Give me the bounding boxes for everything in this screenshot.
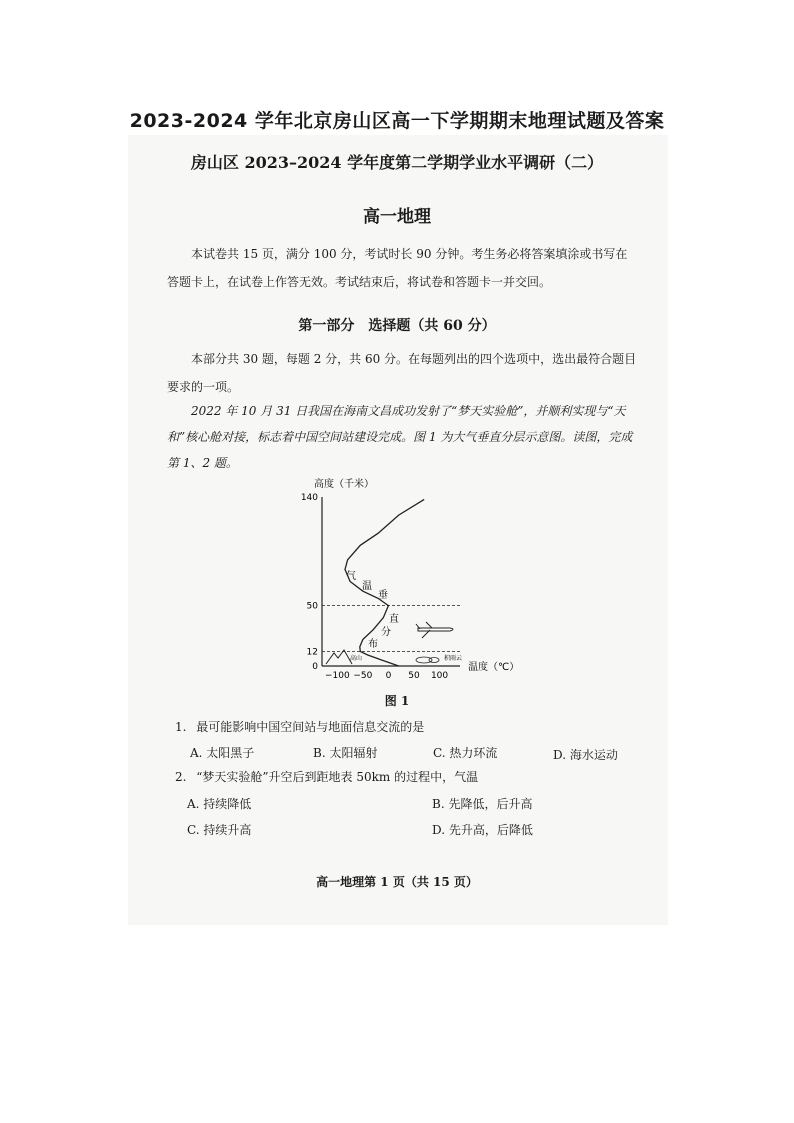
instructions-paragraph: 本试卷共 15 页，满分 100 分，考试时长 90 分钟。考生务必将答案填涂或书写在答题卡上，在试卷上作答无效。考试结束后，将试卷和答题卡一并交回。 [167,247,628,289]
y-tick-label: 140 [300,493,318,503]
subject-title: 高一地理 [363,207,431,227]
y-tick-label: 50 [306,601,318,612]
x-tick-label: −100 [324,671,350,681]
question-text: 最可能影响中国空间站与地面信息交流的是 [196,720,425,734]
q1-option-c[interactable]: C. 热力环流 [433,746,498,760]
q2-option-d[interactable]: D. 先升高，后降低 [432,823,533,837]
y-tick-label: 0 [312,662,318,672]
exam-subtitle: 房山区 2023–2024 学年度第二学期学业水平调研（二） [190,153,604,172]
curve-label-char: 气 [346,571,356,582]
curve-label-char: 垂 [378,590,388,601]
mountain-label: 高山 [350,655,363,662]
x-tick-label: 100 [430,671,449,681]
x-tick-label: −50 [353,671,373,681]
curve-label-char: 温 [362,581,372,592]
cumulonimbus-cloud-icon [416,657,439,663]
question-2 [175,768,478,785]
x-tick-label: 50 [408,671,420,681]
page-footer: 高一地理第 1 页（共 15 页） [316,875,478,889]
q2-option-b[interactable]: B. 先降低，后升高 [432,797,533,811]
question-text: “梦天实验舱”升空后到距地表 50km 的过程中，气温 [196,770,479,784]
curve-label-char: 直 [389,614,399,625]
cloud-label: 积雨云 [444,655,463,662]
airplane-icon [416,622,453,638]
curve-label-char: 分 [381,627,391,638]
y-tick-labels [301,493,318,672]
q1-option-a[interactable]: A. 太阳黑子 [190,746,255,760]
y-tick-label: 12 [306,647,318,658]
x-tick-labels [325,671,448,681]
question-number: 2. [175,770,187,784]
question-stem: 2022 年 10 月 31 日我国在海南文昌成功发射了“梦天实验舱”，并顺利实现与“天和”核心舱对接，标志着中国空间站建设完成。图 1 为大气垂直分层示意图。读图，完成第 1、2 题。 [167,404,633,470]
figure-caption: 图 1 [384,694,410,708]
curve-label-char: 布 [368,639,378,650]
question-number: 1. [175,720,187,734]
temperature-curve [345,499,424,666]
section-title: 第一部分 选择题（共 60 分） [298,318,496,334]
q1-option-d[interactable]: D. 海水运动 [553,748,618,762]
x-tick-label: 0 [385,671,392,681]
q2-option-c[interactable]: C. 持续升高 [187,823,252,837]
q2-option-a[interactable]: A. 持续降低 [187,797,252,811]
section-intro: 本部分共 30 题，每题 2 分，共 60 分。在每题列出的四个选项中，选出最符合题目要求的一项。 [167,352,637,394]
q1-option-b[interactable]: B. 太阳辐射 [313,746,378,760]
y-axis-label: 高度（千米） [314,479,374,490]
mountain-icon [326,650,352,664]
atmosphere-layer-chart [300,472,520,687]
document-title: 2023-2024 学年北京房山区高一下学期期末地理试题及答案 [129,110,665,132]
x-axis-label: 温度（℃） [468,662,520,673]
question-1 [175,718,424,735]
